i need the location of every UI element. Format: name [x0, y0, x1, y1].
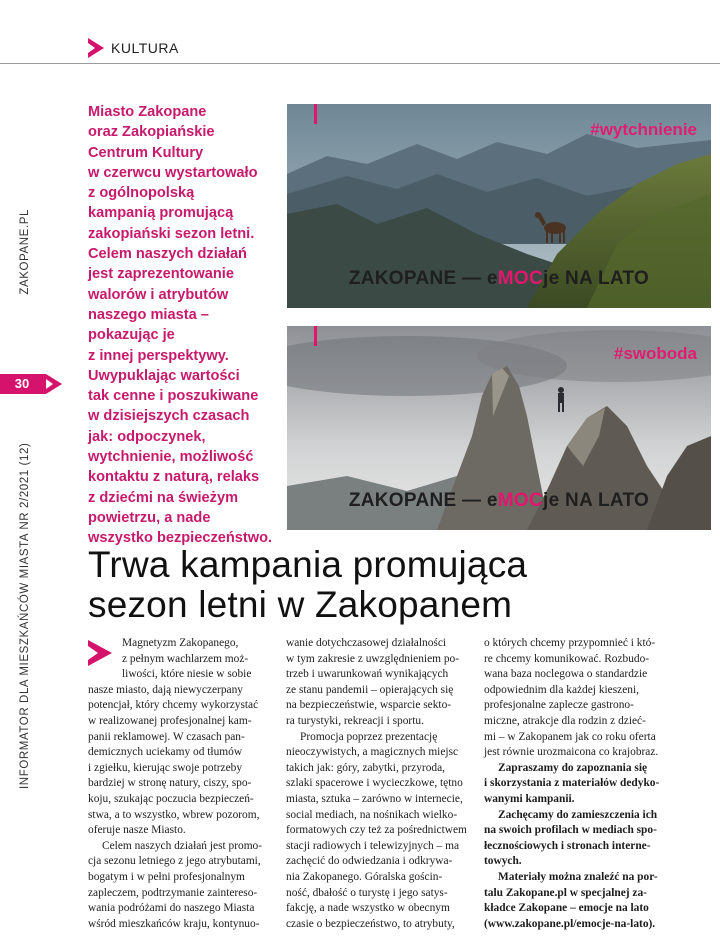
lead-line: Miasto Zakopane — [88, 104, 207, 120]
lead-line: Celem naszych działań — [88, 246, 247, 263]
body-text-line: bardziej w stronę natury, ciszy, spo- — [88, 777, 252, 790]
body-text-line: ność, dbałość o turystę i jego satys- — [286, 886, 448, 899]
body-column-2 — [286, 636, 476, 932]
lead-line: z ogólnopolską — [88, 185, 195, 202]
body-text-line: panii reklamowej. W czasach pan- — [88, 730, 245, 743]
body-text-line: mi – w Zakopanem jak co roku oferta — [484, 730, 656, 743]
body-text-line: oferuje nasze Miasto. — [88, 824, 186, 837]
lead-line: pokazując je — [88, 327, 175, 344]
side-brand: ZAKOPANE.PL — [19, 209, 31, 295]
body-text-line: formatowych czy też za pośrednictwem — [286, 824, 467, 837]
headline-line-2: sezon letni w Zakopanem — [88, 584, 513, 625]
body-text-line: Zachęcamy do zamieszczenia ich — [498, 808, 658, 821]
lead-line: wszystko bezpieczeństwo. — [88, 530, 273, 547]
body-text-line: w realizowanej profesjonalnej kam- — [88, 714, 252, 727]
body-text-line: potencjał, który chcemy wykorzystać — [88, 699, 259, 712]
body-text-line: Materiały można znaleźć na por- — [498, 870, 658, 883]
body-text-line: nia Zakopanego. Góralska gościn- — [286, 870, 443, 883]
body-text-line: koju, szukając poczucia bezpieczeń- — [88, 792, 254, 805]
campaign-photo-swoboda — [287, 326, 711, 530]
body-text-line: fakcję, a nade wszystko w obecnym — [286, 902, 450, 915]
lead-line: Uwypuklając wartości — [88, 367, 240, 384]
section-arrow-icon — [88, 38, 104, 58]
lead-line: z innej perspektywy. — [88, 347, 229, 364]
red-mark — [314, 104, 317, 124]
body-text-line: wana baza noclegowa o standardzie — [484, 668, 648, 681]
lead-line: oraz Zakopiańskie — [88, 124, 215, 141]
lead-line: kontaktu z naturą, relaks — [88, 469, 260, 486]
body-text-line: towych. — [484, 855, 522, 868]
body-text-line: nieoczywistych, a magicznych miejsc — [286, 746, 459, 759]
body-text-line: z pełnym wachlarzem moż- — [122, 652, 249, 665]
publication-info: INFORMATOR DLA MIESZKAŃCÓW MIASTA NR 2/2021 (12) — [19, 442, 31, 789]
body-text-line: ze stanu pandemii – opierających się — [286, 683, 454, 696]
body-text-line: bogatym i w pełni profesjonalnym — [88, 870, 245, 883]
body-text-line: re chcemy komunikować. Rozbudo- — [484, 652, 650, 665]
body-text-line: liwości, które niesie w sobie — [122, 668, 252, 681]
page-arrow-icon — [46, 374, 62, 394]
body-text-line: jest równie urozmaicona co krajobraz. — [484, 746, 659, 759]
lead-paragraph — [88, 102, 278, 549]
article-headline — [88, 545, 708, 625]
body-text-line: stwa, a to wszystko, wbrew pozorom, — [88, 808, 260, 821]
body-text-line: czasie o bezpieczeństwo, to atrybuty, — [286, 917, 455, 930]
body-column-1 — [88, 636, 276, 932]
lead-line: jest zaprezentowanie — [88, 266, 234, 283]
body-text-line: wanie dotychczasowej działalności — [286, 637, 447, 649]
body-text-line: demicznych uciekamy od tłumów — [88, 746, 243, 759]
body-text-line: Celem naszych działań jest promo- — [102, 839, 263, 852]
body-text-line: cja sezonu letniego z jego atrybutami, — [88, 855, 261, 868]
lead-line: z dziećmi na świeżym — [88, 489, 239, 506]
lead-line: walorów i atrybutów — [88, 286, 229, 303]
body-text-line: wanymi kampanii. — [484, 792, 575, 805]
header-divider — [0, 63, 720, 64]
body-text-line: o których chcemy przypomnieć i któ- — [484, 637, 656, 649]
banner-text-b: je NA LATO — [543, 268, 650, 289]
body-text-line: kładce Zakopane – emocje na lato — [484, 902, 649, 915]
lead-line: tak cenne i poszukiwane — [88, 388, 259, 405]
body-text-line: i zgiełku, kierując swoje potrzeby — [88, 761, 243, 774]
banner-text-b: je NA LATO — [543, 490, 650, 511]
headline-line-1: Trwa kampania promująca — [88, 544, 528, 585]
body-text-line: szlaki spacerowe i wycieczkowe, tętno — [286, 777, 463, 790]
lead-line: zakopiański sezon letni. — [88, 225, 255, 242]
body-text-line: Zapraszamy do zapoznania się — [498, 761, 648, 774]
body-text-line: łecznościowych i stronach interne- — [484, 839, 651, 852]
page-number: 30 — [14, 376, 30, 391]
body-text-line: stacji radiowych i telewizyjnych – ma — [286, 839, 460, 852]
body-text-line: Promocja poprzez prezentację — [300, 730, 438, 743]
campaign-banner — [287, 268, 711, 290]
body-text-line: takich jak: góry, zabytki, przyroda, — [286, 761, 445, 774]
lead-line: Centrum Kultury — [88, 144, 204, 161]
lead-line: wytchnienie, możliwość — [88, 449, 254, 466]
banner-text-a: ZAKOPANE — e — [348, 268, 498, 289]
lead-line: kampanią promującą — [88, 205, 234, 222]
body-text-line: miczne, atrakcje dla rodzin z dzieć- — [484, 714, 646, 727]
body-column-3 — [484, 636, 684, 932]
side-running-text — [19, 209, 37, 789]
body-text-line: nasze miasto, dają niewyczerpany — [88, 683, 243, 696]
body-text-line: wśród mieszkańców kraju, kontynuo- — [88, 917, 260, 930]
lead-line: jak: odpoczynek, — [88, 428, 206, 445]
banner-text-a: ZAKOPANE — e — [348, 490, 498, 511]
body-text-line: wania podróżami do naszego Miasta — [88, 902, 255, 915]
body-text-line: i skorzystania z materiałów dedyko- — [484, 777, 660, 790]
body-text-line: na swoich profilach w mediach spo- — [484, 824, 657, 837]
body-text-line: odpowiednim dla każdej kieszeni, — [484, 683, 639, 696]
banner-moc: MOC — [497, 490, 544, 511]
body-text-line: (www.zakopane.pl/emocje-na-lato). — [484, 917, 656, 930]
hashtag-swoboda: #swoboda — [613, 344, 697, 363]
campaign-photo-wytchnienie — [287, 104, 711, 308]
body-text-line: na bezpieczeństwie, wsparcie sekto- — [286, 699, 452, 712]
body-text-line: zapleczem, podtrzymanie zaintereso- — [88, 886, 258, 899]
lead-line: naszego miasta – — [88, 306, 209, 323]
body-text-line: miasta, sztuka – zarówno w internecie, — [286, 792, 463, 805]
lead-line: w czerwcu wystartowało — [88, 164, 258, 181]
section-label: KULTURA — [111, 40, 179, 56]
body-text-line: zachęcić do odwiedzania i odkrywa- — [286, 855, 453, 868]
body-text-line: w tym zakresie z uwzględnieniem po- — [286, 652, 460, 665]
lead-line: powietrzu, a nade — [88, 509, 211, 526]
body-text-line: ra turystyki, rekreacji i sportu. — [286, 714, 424, 727]
body-text-line: talu Zakopane.pl w specjalnej za- — [484, 886, 647, 899]
body-text-line: profesjonalne zaplecze gastrono- — [484, 699, 634, 712]
body-text-line: social mediach, na nośnikach wielko- — [286, 808, 458, 821]
red-mark — [314, 326, 317, 346]
campaign-banner — [287, 490, 711, 512]
banner-moc: MOC — [497, 268, 544, 289]
lead-line: w dzisiejszych czasach — [88, 408, 250, 425]
body-text-line: trzeb i uwarunkowań wynikających — [286, 668, 449, 681]
hashtag-wytchnienie: #wytchnienie — [590, 120, 697, 139]
body-text-line: Magnetyzm Zakopanego, — [122, 637, 239, 649]
